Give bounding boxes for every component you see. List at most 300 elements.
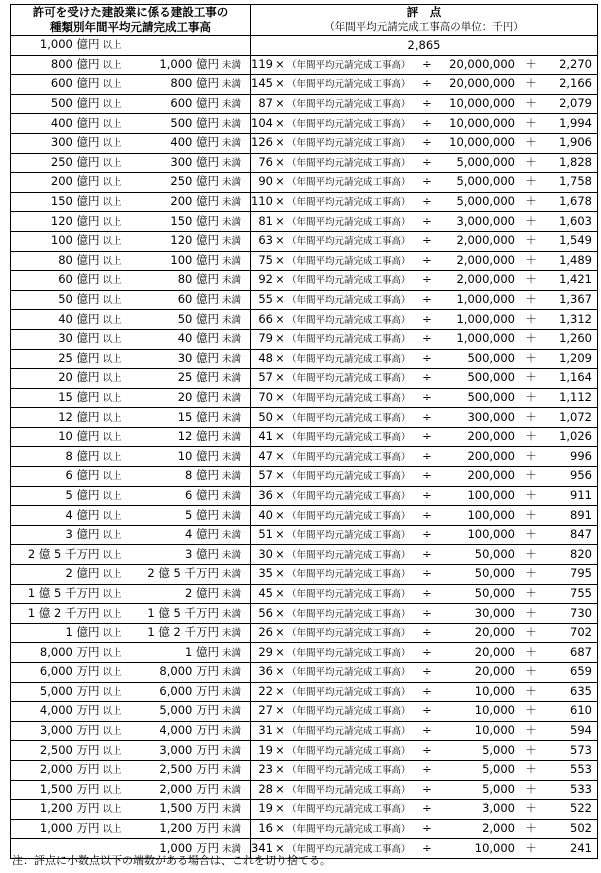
score-cell xyxy=(251,506,598,526)
coefficient: 41 xyxy=(258,429,273,444)
miman-label: 未満 xyxy=(222,588,242,600)
divide-sign: ÷ xyxy=(422,174,432,189)
divide-sign: ÷ xyxy=(422,409,432,424)
ijo-label: 以上 xyxy=(102,588,122,600)
table-row xyxy=(11,721,598,741)
expression-label: （年間平均元請完成工事高） xyxy=(287,510,411,522)
miman-label: 未満 xyxy=(222,118,242,130)
expression-label: （年間平均元請完成工事高） xyxy=(287,373,411,385)
plus-sign: ＋ xyxy=(525,527,537,542)
range-cell xyxy=(11,506,251,526)
range-lower: 50 億円 xyxy=(58,292,100,307)
coefficient: 40 xyxy=(258,507,273,522)
range-lower: 150 億円 xyxy=(50,194,100,209)
range-upper: 12 億円 xyxy=(177,429,219,444)
miman-label: 未満 xyxy=(222,295,242,307)
score-cell xyxy=(251,231,598,251)
plus-sign: ＋ xyxy=(525,762,537,777)
expression-label: （年間平均元請完成工事高） xyxy=(287,784,411,796)
range-cell xyxy=(11,75,251,95)
table-row xyxy=(11,173,598,193)
expression-label: （年間平均元請完成工事高） xyxy=(287,804,411,816)
range-upper: 400 億円 xyxy=(170,135,219,150)
ijo-label: 以上 xyxy=(102,197,122,209)
coefficient: 48 xyxy=(258,350,273,365)
table-row xyxy=(11,427,598,447)
plus-sign: ＋ xyxy=(525,703,537,718)
plus-sign: ＋ xyxy=(525,389,537,404)
expression-label: （年間平均元請完成工事高） xyxy=(287,686,411,698)
plus-sign: ＋ xyxy=(525,683,537,698)
miman-label: 未満 xyxy=(222,824,242,836)
range-cell xyxy=(11,427,251,447)
ijo-label: 以上 xyxy=(102,490,122,502)
score-cell xyxy=(251,682,598,702)
range-cell xyxy=(11,525,251,545)
times-sign: × xyxy=(275,566,285,581)
score-cell xyxy=(251,212,598,232)
divide-sign: ÷ xyxy=(422,213,432,228)
range-upper: 120 億円 xyxy=(170,233,219,248)
coefficient: 47 xyxy=(258,448,273,463)
miman-label: 未満 xyxy=(222,843,242,855)
miman-label: 未満 xyxy=(222,314,242,326)
plus-sign: ＋ xyxy=(525,821,537,836)
ijo-label: 以上 xyxy=(102,216,122,228)
expression-label: （年間平均元請完成工事高） xyxy=(287,569,411,581)
divide-sign: ÷ xyxy=(422,664,432,679)
expression-label: （年間平均元請完成工事高） xyxy=(287,216,411,228)
score-cell xyxy=(251,94,598,114)
ijo-label: 以上 xyxy=(102,138,122,150)
range-lower: 800 億円 xyxy=(50,56,100,71)
divide-sign: ÷ xyxy=(422,527,432,542)
plus-sign: ＋ xyxy=(525,664,537,679)
range-cell xyxy=(11,663,251,683)
divisor: 10,000 xyxy=(474,840,515,855)
score-cell xyxy=(251,663,598,683)
score-cell xyxy=(251,329,598,349)
coefficient: 19 xyxy=(258,742,273,757)
range-cell xyxy=(11,584,251,604)
miman-label: 未満 xyxy=(222,706,242,718)
table-row xyxy=(11,55,598,75)
divisor: 1,000,000 xyxy=(456,311,515,326)
addend: 1,312 xyxy=(559,311,592,326)
divide-sign: ÷ xyxy=(422,331,432,346)
ijo-label: 以上 xyxy=(102,628,122,640)
divide-sign: ÷ xyxy=(422,448,432,463)
ijo-label: 以上 xyxy=(102,745,122,757)
coefficient: 81 xyxy=(258,213,273,228)
table-row xyxy=(11,623,598,643)
plus-sign: ＋ xyxy=(525,96,537,111)
expression-label: （年間平均元請完成工事高） xyxy=(287,530,411,542)
score-cell xyxy=(251,584,598,604)
divide-sign: ÷ xyxy=(422,468,432,483)
ijo-label: 以上 xyxy=(102,667,122,679)
divide-sign: ÷ xyxy=(422,703,432,718)
divisor: 20,000,000 xyxy=(449,76,515,91)
divide-sign: ÷ xyxy=(422,311,432,326)
coefficient: 36 xyxy=(258,664,273,679)
divide-sign: ÷ xyxy=(422,154,432,169)
coefficient: 75 xyxy=(258,252,273,267)
range-cell xyxy=(11,251,251,271)
score-header-line1: 評 点 xyxy=(406,5,442,19)
times-sign: × xyxy=(275,76,285,91)
expression-label: （年間平均元請完成工事高） xyxy=(287,843,411,855)
range-upper: 300 億円 xyxy=(170,154,219,169)
table-row xyxy=(11,192,598,212)
plus-sign: ＋ xyxy=(525,350,537,365)
miman-label: 未満 xyxy=(222,490,242,502)
miman-label: 未満 xyxy=(222,549,242,561)
range-upper: 2,500 万円 xyxy=(159,762,219,777)
divide-sign: ÷ xyxy=(422,350,432,365)
range-lower: 600 億円 xyxy=(50,76,100,91)
miman-label: 未満 xyxy=(222,686,242,698)
ijo-label: 以上 xyxy=(102,40,122,52)
times-sign: × xyxy=(275,115,285,130)
coefficient: 30 xyxy=(258,546,273,561)
ijo-label: 以上 xyxy=(102,432,122,444)
range-lower: 15 億円 xyxy=(58,389,100,404)
addend: 1,260 xyxy=(559,331,592,346)
ijo-label: 以上 xyxy=(102,549,122,561)
range-upper: 3 億円 xyxy=(185,546,219,561)
expression-label: （年間平均元請完成工事高） xyxy=(287,432,411,444)
table-row xyxy=(11,800,598,820)
divisor: 1,000,000 xyxy=(456,292,515,307)
divisor: 10,000,000 xyxy=(449,96,515,111)
expression-label: （年間平均元請完成工事高） xyxy=(287,79,411,91)
range-lower: 8,000 万円 xyxy=(39,644,100,659)
table-row xyxy=(11,75,598,95)
coefficient: 104 xyxy=(251,115,273,130)
range-cell xyxy=(11,212,251,232)
coefficient: 126 xyxy=(251,135,273,150)
range-upper: 1,000 億円 xyxy=(159,56,219,71)
range-cell xyxy=(11,153,251,173)
times-sign: × xyxy=(275,272,285,287)
table-row xyxy=(11,94,598,114)
divisor: 200,000 xyxy=(467,429,515,444)
coefficient: 87 xyxy=(258,96,273,111)
miman-label: 未満 xyxy=(222,667,242,679)
addend: 956 xyxy=(570,468,592,483)
table-row xyxy=(11,565,598,585)
coefficient: 31 xyxy=(258,723,273,738)
range-cell xyxy=(11,800,251,820)
divisor: 5,000 xyxy=(482,762,515,777)
score-cell xyxy=(251,75,598,95)
ijo-label: 以上 xyxy=(102,157,122,169)
addend: 755 xyxy=(570,585,592,600)
ijo-label: 以上 xyxy=(102,686,122,698)
range-header xyxy=(11,5,251,36)
table-row xyxy=(11,663,598,683)
expression-label: （年間平均元請完成工事高） xyxy=(287,726,411,738)
times-sign: × xyxy=(275,507,285,522)
times-sign: × xyxy=(275,625,285,640)
range-cell xyxy=(11,623,251,643)
miman-label: 未満 xyxy=(222,432,242,444)
range-cell xyxy=(11,643,251,663)
score-cell xyxy=(251,192,598,212)
addend: 1,994 xyxy=(559,115,592,130)
range-lower: 100 億円 xyxy=(50,233,100,248)
miman-label: 未満 xyxy=(222,804,242,816)
times-sign: × xyxy=(275,292,285,307)
table-row xyxy=(11,388,598,408)
expression-label: （年間平均元請完成工事高） xyxy=(287,765,411,777)
score-cell xyxy=(251,467,598,487)
divisor: 20,000 xyxy=(474,664,515,679)
ijo-label: 以上 xyxy=(102,824,122,836)
expression-label: （年間平均元請完成工事高） xyxy=(287,628,411,640)
miman-label: 未満 xyxy=(222,608,242,620)
plus-sign: ＋ xyxy=(525,252,537,267)
coefficient: 45 xyxy=(258,585,273,600)
range-cell xyxy=(11,55,251,75)
header-row xyxy=(11,5,598,36)
table-row xyxy=(11,310,598,330)
range-lower: 1 億円 xyxy=(65,625,100,640)
range-upper: 5,000 万円 xyxy=(159,703,219,718)
addend: 996 xyxy=(570,448,592,463)
ijo-label: 以上 xyxy=(102,255,122,267)
score-cell xyxy=(251,290,598,310)
range-lower: 1,000 万円 xyxy=(39,821,100,836)
divisor: 1,000,000 xyxy=(456,331,515,346)
plus-sign: ＋ xyxy=(525,135,537,150)
divide-sign: ÷ xyxy=(422,507,432,522)
times-sign: × xyxy=(275,821,285,836)
plus-sign: ＋ xyxy=(525,331,537,346)
table-row xyxy=(11,545,598,565)
range-upper: 2 億 5 千万円 xyxy=(147,566,219,581)
coefficient: 29 xyxy=(258,644,273,659)
range-lower: 4,000 万円 xyxy=(39,703,100,718)
expression-label: （年間平均元請完成工事高） xyxy=(287,255,411,267)
table-row xyxy=(11,349,598,369)
miman-label: 未満 xyxy=(222,197,242,209)
coefficient: 51 xyxy=(258,527,273,542)
ijo-label: 以上 xyxy=(102,59,122,71)
expression-label: （年間平均元請完成工事高） xyxy=(287,608,411,620)
addend: 241 xyxy=(570,840,592,855)
times-sign: × xyxy=(275,546,285,561)
range-upper: 10 億円 xyxy=(177,448,219,463)
range-cell xyxy=(11,682,251,702)
range-lower: 2 億円 xyxy=(65,566,100,581)
range-cell xyxy=(11,741,251,761)
range-upper: 4 億円 xyxy=(185,527,219,542)
coefficient: 90 xyxy=(258,174,273,189)
range-lower: 2 億 5 千万円 xyxy=(27,546,100,561)
expression-label: （年間平均元請完成工事高） xyxy=(287,295,411,307)
score-cell xyxy=(251,55,598,75)
ijo-label: 以上 xyxy=(102,608,122,620)
divisor: 5,000,000 xyxy=(456,154,515,169)
addend: 2,166 xyxy=(559,76,592,91)
divide-sign: ÷ xyxy=(422,135,432,150)
plus-sign: ＋ xyxy=(525,429,537,444)
score-cell xyxy=(251,388,598,408)
score-cell xyxy=(251,349,598,369)
score-cell xyxy=(251,604,598,624)
divisor: 3,000 xyxy=(482,801,515,816)
score-cell xyxy=(251,173,598,193)
coefficient: 76 xyxy=(258,154,273,169)
times-sign: × xyxy=(275,644,285,659)
range-cell xyxy=(11,486,251,506)
range-lower: 3 億円 xyxy=(65,527,100,542)
times-sign: × xyxy=(275,233,285,248)
range-cell xyxy=(11,114,251,134)
score-cell xyxy=(251,427,598,447)
range-upper: 150 億円 xyxy=(170,213,219,228)
divide-sign: ÷ xyxy=(422,801,432,816)
expression-label: （年間平均元請完成工事高） xyxy=(287,99,411,111)
range-lower: 300 億円 xyxy=(50,135,100,150)
ijo-label: 以上 xyxy=(102,804,122,816)
ijo-label: 以上 xyxy=(102,569,122,581)
range-upper: 6 億円 xyxy=(185,487,219,502)
miman-label: 未満 xyxy=(222,255,242,267)
table-row xyxy=(11,251,598,271)
range-lower: 30 億円 xyxy=(58,331,100,346)
plus-sign: ＋ xyxy=(525,409,537,424)
miman-label: 未満 xyxy=(222,451,242,463)
coefficient: 22 xyxy=(258,683,273,698)
ijo-label: 以上 xyxy=(102,510,122,522)
ijo-label: 以上 xyxy=(102,765,122,777)
times-sign: × xyxy=(275,154,285,169)
divisor: 10,000 xyxy=(474,683,515,698)
range-lower: 6,000 万円 xyxy=(39,664,100,679)
plus-sign: ＋ xyxy=(525,781,537,796)
divide-sign: ÷ xyxy=(422,292,432,307)
divide-sign: ÷ xyxy=(422,644,432,659)
ijo-label: 以上 xyxy=(102,118,122,130)
miman-label: 未満 xyxy=(222,628,242,640)
range-lower: 1,200 万円 xyxy=(39,801,100,816)
range-lower: 1 億 5 千万円 xyxy=(27,585,100,600)
table-row xyxy=(11,369,598,389)
plus-sign: ＋ xyxy=(525,272,537,287)
divisor: 500,000 xyxy=(467,350,515,365)
range-cell xyxy=(11,349,251,369)
table-row xyxy=(11,702,598,722)
times-sign: × xyxy=(275,723,285,738)
addend: 635 xyxy=(570,683,592,698)
table-row xyxy=(11,486,598,506)
score-cell xyxy=(251,251,598,271)
range-cell xyxy=(11,702,251,722)
coefficient: 119 xyxy=(251,56,273,71)
range-lower: 4 億円 xyxy=(65,507,100,522)
table-row xyxy=(11,114,598,134)
range-upper: 80 億円 xyxy=(177,272,219,287)
times-sign: × xyxy=(275,585,285,600)
score-cell xyxy=(251,702,598,722)
plus-sign: ＋ xyxy=(525,840,537,855)
coefficient: 23 xyxy=(258,762,273,777)
miman-label: 未満 xyxy=(222,177,242,189)
table-row xyxy=(11,36,598,56)
miman-label: 未満 xyxy=(222,392,242,404)
table-row xyxy=(11,682,598,702)
range-lower: 120 億円 xyxy=(50,213,100,228)
times-sign: × xyxy=(275,252,285,267)
range-cell xyxy=(11,271,251,291)
table-row xyxy=(11,604,598,624)
miman-label: 未満 xyxy=(222,530,242,542)
table-row xyxy=(11,231,598,251)
range-upper: 250 億円 xyxy=(170,174,219,189)
divide-sign: ÷ xyxy=(422,272,432,287)
ijo-label: 以上 xyxy=(102,275,122,287)
divide-sign: ÷ xyxy=(422,429,432,444)
range-upper: 6,000 万円 xyxy=(159,683,219,698)
times-sign: × xyxy=(275,96,285,111)
coefficient: 36 xyxy=(258,487,273,502)
range-upper: 25 億円 xyxy=(177,370,219,385)
times-sign: × xyxy=(275,448,285,463)
divisor: 30,000 xyxy=(474,605,515,620)
addend: 1,367 xyxy=(559,292,592,307)
addend: 847 xyxy=(570,527,592,542)
expression-label: （年間平均元請完成工事高） xyxy=(287,236,411,248)
miman-label: 未満 xyxy=(222,784,242,796)
coefficient: 27 xyxy=(258,703,273,718)
expression-label: （年間平均元請完成工事高） xyxy=(287,549,411,561)
addend: 1,906 xyxy=(559,135,592,150)
table-row xyxy=(11,290,598,310)
plus-sign: ＋ xyxy=(525,605,537,620)
addend: 533 xyxy=(570,781,592,796)
coefficient: 50 xyxy=(258,409,273,424)
score-cell xyxy=(251,721,598,741)
addend: 2,079 xyxy=(559,96,592,111)
range-header-line1: 許可を受けた建設業に係る建設工事の xyxy=(32,5,229,19)
plus-sign: ＋ xyxy=(525,213,537,228)
divisor: 20,000,000 xyxy=(449,56,515,71)
range-cell xyxy=(11,231,251,251)
score-header-line2: （年間平均元請完成工事高の単位：千円） xyxy=(324,21,524,33)
addend: 2,270 xyxy=(559,56,592,71)
divide-sign: ÷ xyxy=(422,840,432,855)
range-lower: 6 億円 xyxy=(65,468,100,483)
plus-sign: ＋ xyxy=(525,448,537,463)
times-sign: × xyxy=(275,487,285,502)
range-lower: 2,000 万円 xyxy=(39,762,100,777)
plus-sign: ＋ xyxy=(525,370,537,385)
range-cell xyxy=(11,545,251,565)
divisor: 500,000 xyxy=(467,389,515,404)
divide-sign: ÷ xyxy=(422,723,432,738)
plus-sign: ＋ xyxy=(525,292,537,307)
range-cell xyxy=(11,408,251,428)
divisor: 2,000,000 xyxy=(456,272,515,287)
range-upper: 15 億円 xyxy=(177,409,219,424)
coefficient: 35 xyxy=(258,566,273,581)
table-row xyxy=(11,525,598,545)
times-sign: × xyxy=(275,781,285,796)
range-upper: 2 億円 xyxy=(185,585,219,600)
